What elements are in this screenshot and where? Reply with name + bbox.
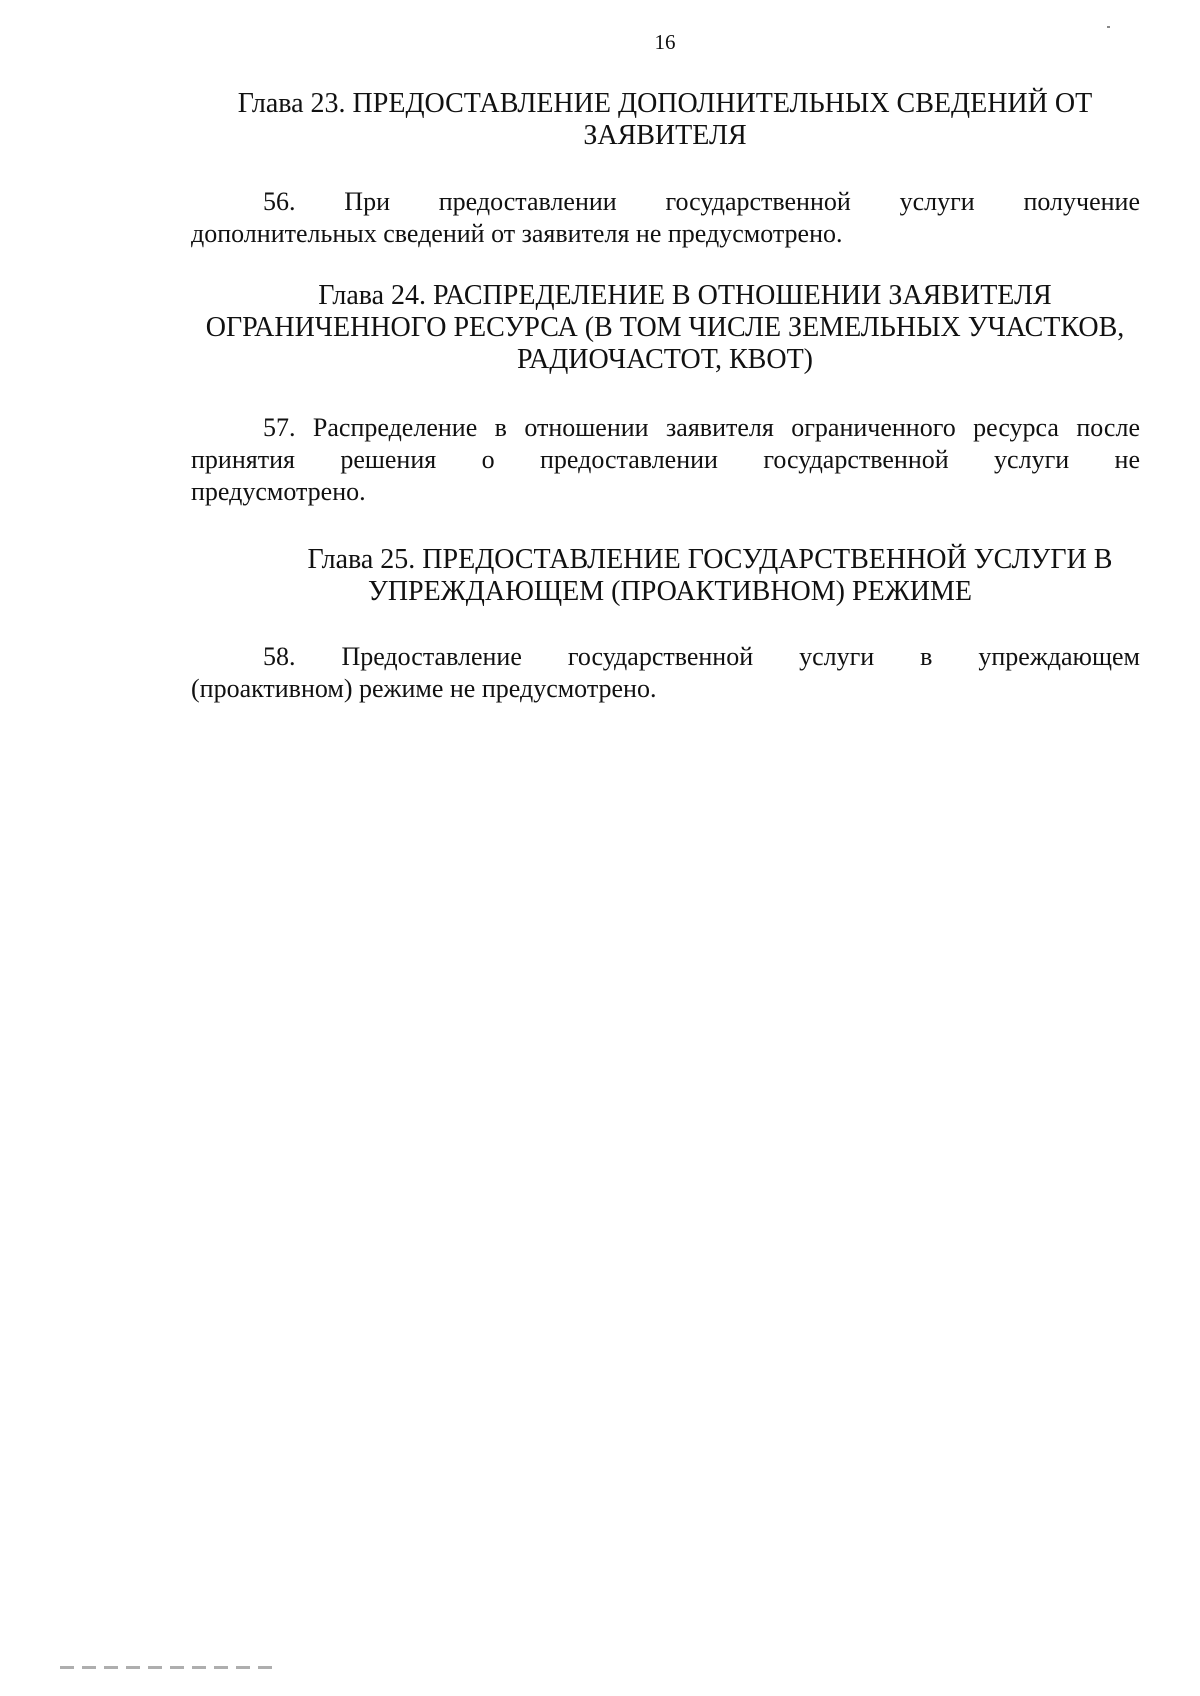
paragraph-56-line-1: 56. При предоставлении государственной услуги получение <box>263 187 1140 216</box>
chapter-24-title-line-2: ОГРАНИЧЕННОГО РЕСУРСА (В ТОМ ЧИСЛЕ ЗЕМЕЛЬНЫХ УЧАСТКОВ, <box>205 312 1125 343</box>
scan-speck <box>1107 26 1110 28</box>
chapter-25-title-line-2: УПРЕЖДАЮЩЕМ (ПРОАКТИВНОМ) РЕЖИМЕ <box>368 576 972 607</box>
chapter-24-title-line-1: Глава 24. РАСПРЕДЕЛЕНИЕ В ОТНОШЕНИИ ЗАЯВИТЕЛЯ <box>318 280 1052 311</box>
chapter-24-heading <box>190 280 1140 376</box>
chapter-25-heading <box>190 544 1140 608</box>
paragraph-57-line-2: принятия решения о предоставлении государственной услуги не <box>191 445 1140 474</box>
chapter-23-title-line-2: ЗАЯВИТЕЛЯ <box>583 120 747 151</box>
chapter-24-title-line-3: РАДИОЧАСТОТ, КВОТ) <box>516 344 813 375</box>
chapter-23-heading <box>190 88 1140 152</box>
paragraph-58-line-1: 58. Предоставление государственной услуги в упреждающем <box>263 642 1140 671</box>
paragraph-57-rest: предусмотрено. <box>191 477 366 506</box>
paragraph-58-rest: (проактивном) режиме не предусмотрено. <box>191 674 657 703</box>
chapter-23-title-line-1: Глава 23. ПРЕДОСТАВЛЕНИЕ ДОПОЛНИТЕЛЬНЫХ СВЕДЕНИЙ ОТ <box>237 88 1093 119</box>
paragraph-56-rest: дополнительных сведений от заявителя не предусмотрено. <box>191 219 843 248</box>
paragraph-57 <box>191 412 1140 508</box>
paragraph-57-line-1: 57. Распределение в отношении заявителя ограниченного ресурса после <box>263 413 1140 442</box>
paragraph-58 <box>191 641 1140 705</box>
chapter-25-title-line-1: Глава 25. ПРЕДОСТАВЛЕНИЕ ГОСУДАРСТВЕННОЙ УСЛУГИ В <box>307 544 1113 575</box>
scan-artifact <box>60 1666 280 1669</box>
paragraph-56 <box>191 186 1140 250</box>
page-number: 16 <box>654 30 676 54</box>
